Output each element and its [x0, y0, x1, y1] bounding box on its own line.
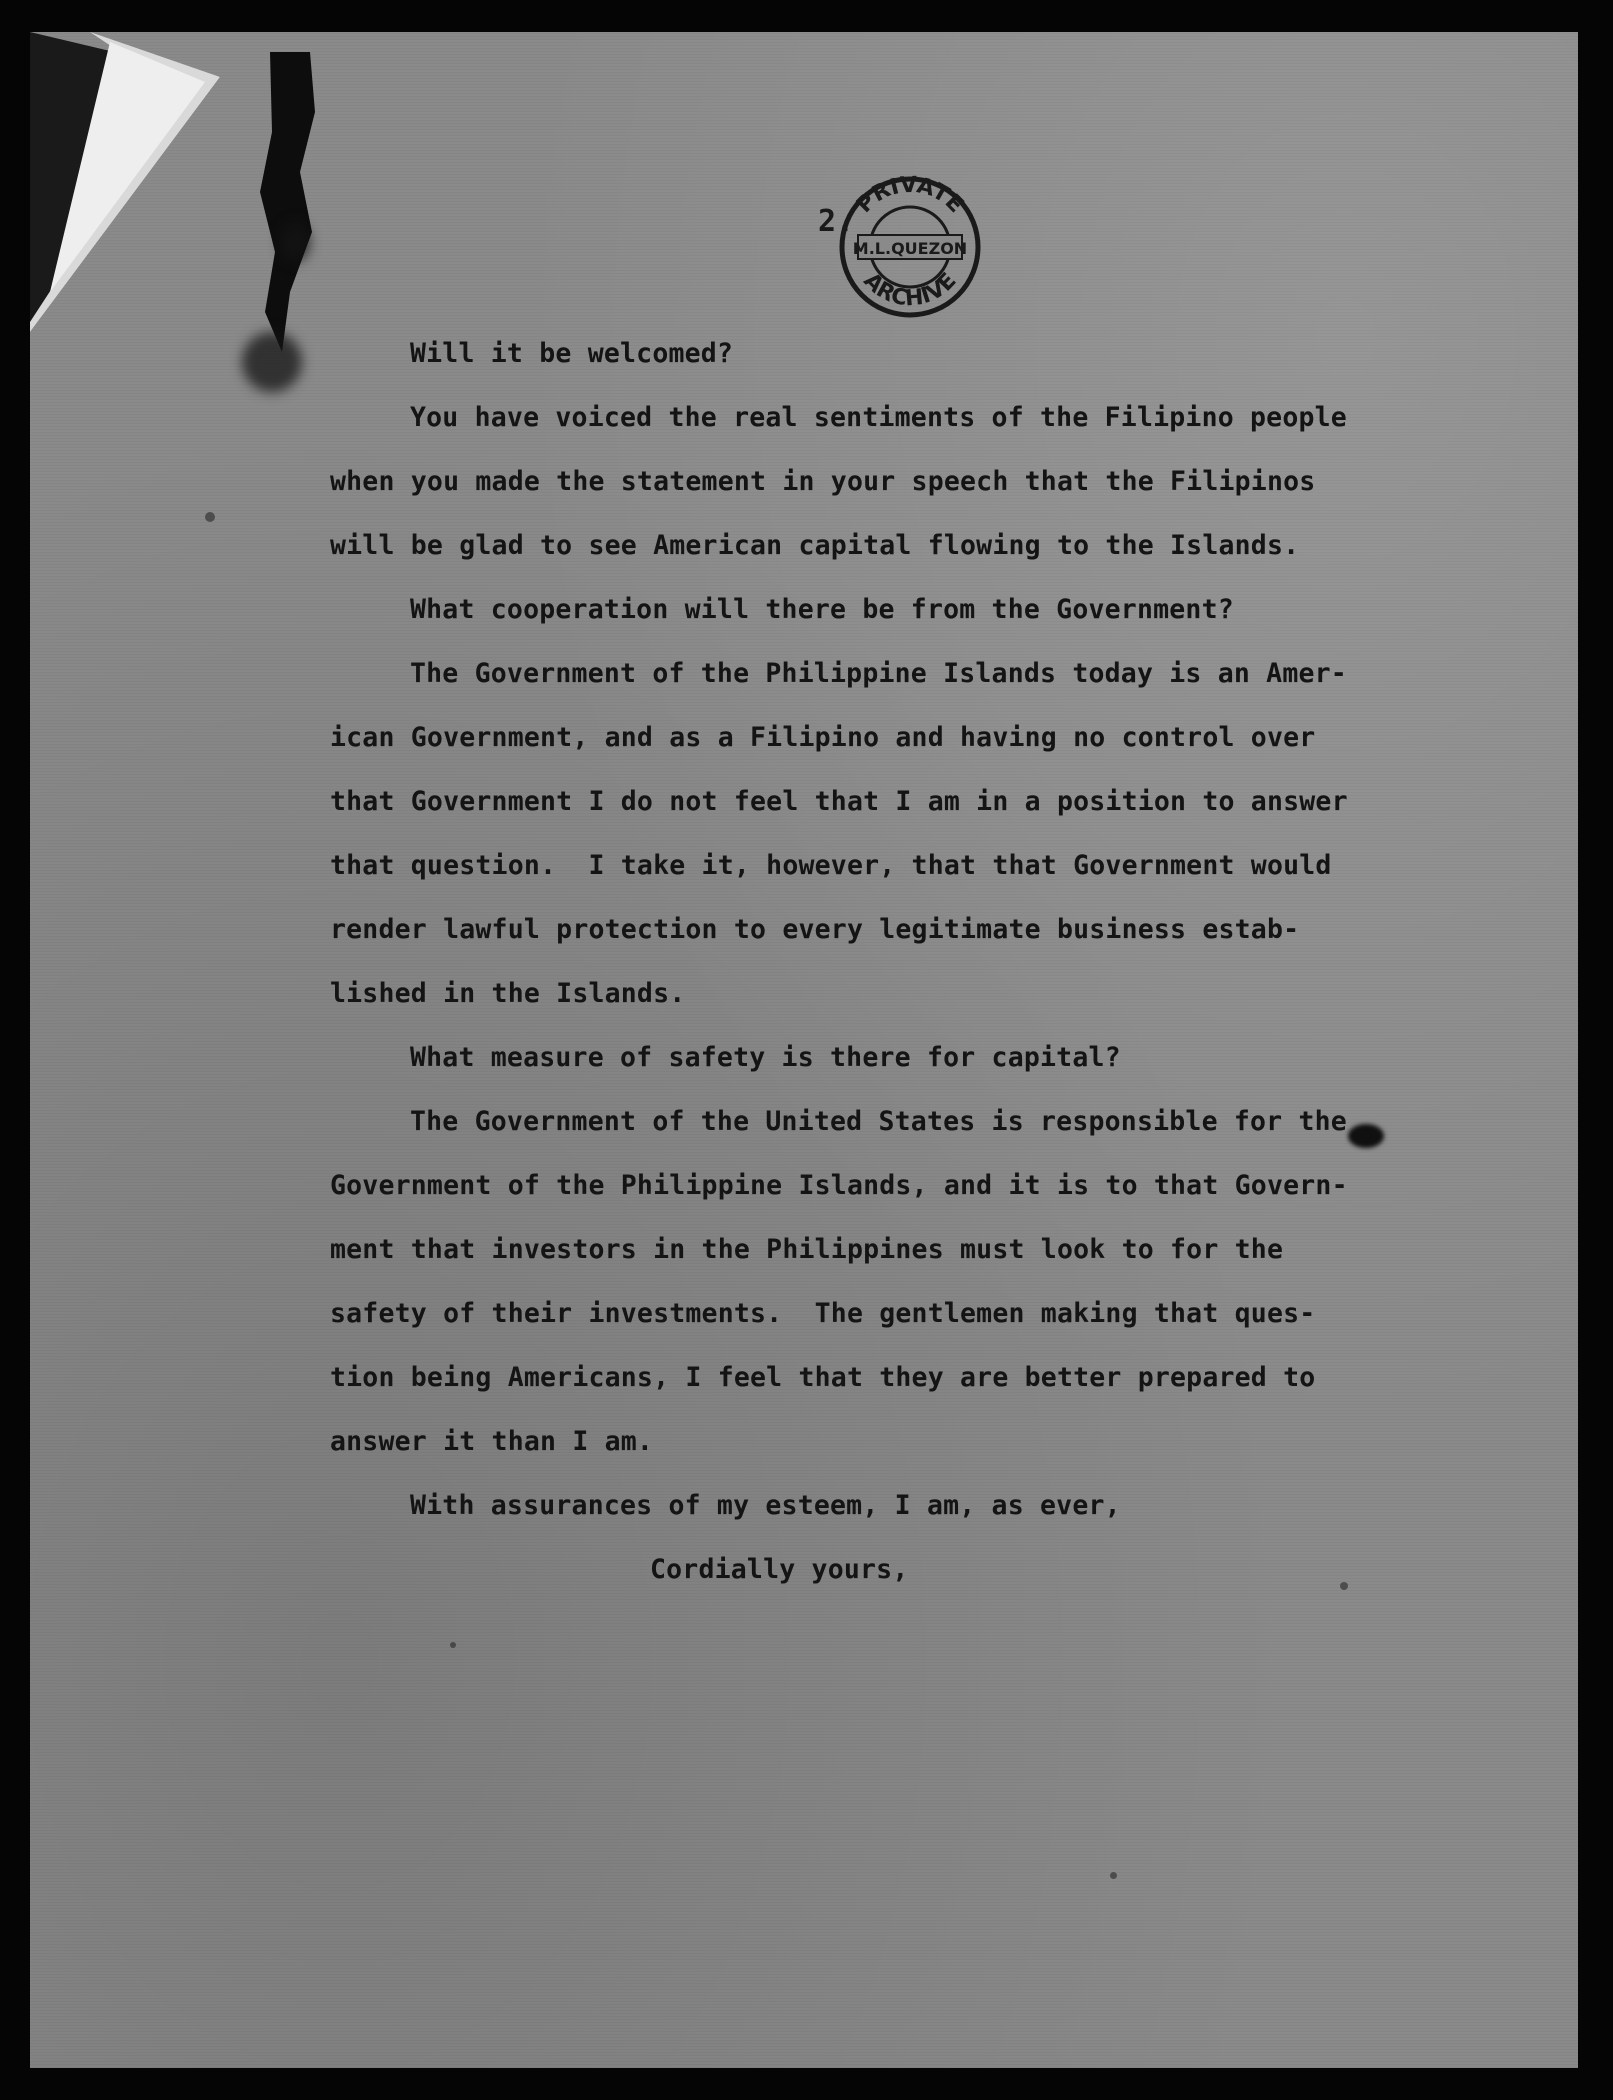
question-line: What measure of safety is there for capital? — [410, 1042, 1121, 1073]
paragraph-line: safety of their investments. The gentlemen making that ques- — [330, 1298, 1316, 1329]
paragraph-line: will be glad to see American capital flowing to the Islands. — [330, 530, 1300, 561]
stamp-bottom-text: ARCHIVE — [858, 268, 962, 312]
paragraph-line: ican Government, and as a Filipino and having no control over — [330, 722, 1316, 753]
letter-page — [30, 32, 1578, 2068]
paragraph-line: that question. I take it, however, that that Government would — [330, 850, 1332, 881]
question-line: What cooperation will there be from the Government? — [410, 594, 1234, 625]
paragraph-line: You have voiced the real sentiments of the Filipino people — [410, 402, 1347, 433]
complimentary-close: Cordially yours, — [650, 1554, 909, 1585]
archive-stamp — [810, 172, 1000, 322]
paper-tear-mark — [260, 52, 320, 352]
speck — [1110, 1872, 1117, 1879]
stamp-middle-text: M.L.QUEZON — [852, 239, 968, 258]
paragraph-line: ment that investors in the Philippines must look to for the — [330, 1234, 1284, 1265]
paragraph-line: answer it than I am. — [330, 1426, 654, 1457]
folded-corner — [30, 32, 270, 352]
paragraph-line: Government of the Philippine Islands, and it is to that Govern- — [330, 1170, 1348, 1201]
question-line: Will it be welcomed? — [410, 338, 734, 369]
paragraph-line: render lawful protection to every legitimate business estab- — [330, 914, 1300, 945]
closing-line: With assurances of my esteem, I am, as ever, — [410, 1490, 1121, 1521]
paragraph-line: lished in the Islands. — [330, 978, 686, 1009]
ink-smudge — [280, 222, 310, 262]
paragraph-line: tion being Americans, I feel that they are better prepared to — [330, 1362, 1316, 1393]
paragraph-line: The Government of the United States is responsible for the — [410, 1106, 1347, 1137]
ink-smudge — [242, 332, 302, 392]
speck — [205, 512, 215, 522]
paragraph-line: The Government of the Philippine Islands today is an Amer- — [410, 658, 1347, 689]
stamp-top-text: PRIVATE — [852, 172, 969, 218]
speck — [450, 1642, 456, 1648]
page-number: 2. — [818, 204, 855, 239]
paragraph-line: that Government I do not feel that I am in a position to answer — [330, 786, 1348, 817]
letter-body — [330, 322, 1390, 1602]
paragraph-line: when you made the statement in your speech that the Filipinos — [330, 466, 1316, 497]
